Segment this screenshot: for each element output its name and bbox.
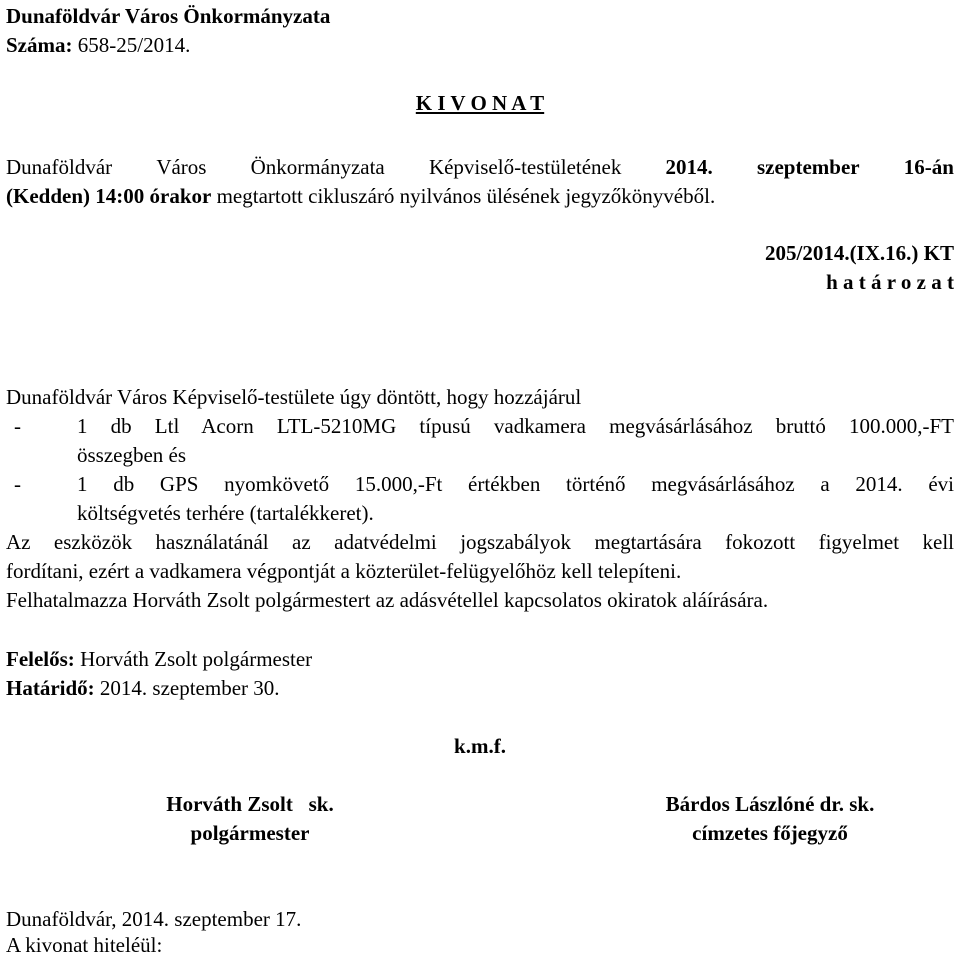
intro-word: Önkormányzata	[250, 155, 385, 179]
signature-title-mayor: polgármester	[190, 821, 310, 845]
document-number-value: 658-25/2014.	[77, 33, 191, 57]
footer-certify: A kivonat hiteléül:	[6, 933, 163, 957]
intro-time: (Kedden) 14:00 órakor	[6, 184, 212, 208]
resolution-number-main: 205/2014.(IX.16.	[764, 241, 912, 265]
intro-word: Város	[156, 155, 207, 179]
kmf-mark: k.m.f.	[454, 734, 506, 758]
intro-date-year: 2014.	[665, 155, 713, 179]
document-number-label: Száma:	[6, 33, 73, 57]
org-name: Dunaföldvár Város Önkormányzata	[6, 4, 331, 28]
list-item-line-1: 1 db GPS nyomkövető 15.000,-Ft értékben történő megvásárlásához a 2014. évi	[77, 472, 954, 496]
responsible-value: Horváth Zsolt polgármester	[80, 647, 313, 671]
deadline-label: Határidő:	[6, 676, 95, 700]
signature-name-mayor: Horváth Zsolt sk.	[166, 792, 334, 816]
list-dash: -	[14, 414, 21, 438]
intro-line-1	[6, 153, 954, 182]
list-item	[6, 470, 954, 528]
deadline-value: 2014. szeptember 30.	[99, 676, 280, 700]
resolution-label: h a t á r o z a t	[826, 270, 954, 294]
responsible-label: Felelős:	[6, 647, 75, 671]
list-item-line-2: összegben és	[77, 443, 187, 467]
responsible-line	[6, 645, 312, 674]
list-item-line-1: 1 db Ltl Acorn LTL-5210MG típusú vadkamera megvásárlásához bruttó 100.000,-FT	[77, 414, 954, 438]
intro-date-month: szeptember	[756, 155, 860, 179]
document-title: K I V O N A T	[415, 91, 545, 115]
signature-title-notary: címzetes főjegyző	[692, 821, 848, 845]
footer-place-date: Dunaföldvár, 2014. szeptember 17.	[6, 907, 302, 931]
resolution-number-tail: ) KT	[911, 241, 954, 265]
document-number	[6, 31, 190, 60]
intro-rest: megtartott cikluszáró nyilvános ülésének jegyzőkönyvéből.	[216, 184, 716, 208]
resolution-number	[765, 239, 954, 268]
signature-name-notary: Bárdos Lászlóné dr. sk.	[665, 792, 875, 816]
intro-word: Dunaföldvár	[6, 155, 113, 179]
intro-date-day: 16-án	[903, 155, 954, 179]
paragraph-line: Az eszközök használatánál az adatvédelmi jogszabályok megtartására fokozott figyelmet kell	[6, 530, 954, 554]
deadline-line	[6, 674, 280, 703]
authorization-paragraph: Felhatalmazza Horváth Zsolt polgármestert az adásvétellel kapcsolatos okiratok aláírására.	[6, 588, 769, 612]
list-dash: -	[14, 472, 21, 496]
list-item-line-2: költségvetés terhére (tartalékkeret).	[77, 501, 374, 525]
intro-word: Képviselő-testületének	[428, 155, 622, 179]
body-opening: Dunaföldvár Város Képviselő-testülete úgy döntött, hogy hozzájárul	[6, 385, 582, 409]
list-item	[6, 412, 954, 470]
intro-line-2	[6, 182, 715, 211]
paragraph-line: fordítani, ezért a vadkamera végpontját a közterület-felügyelőhöz kell telepíteni.	[6, 559, 682, 583]
